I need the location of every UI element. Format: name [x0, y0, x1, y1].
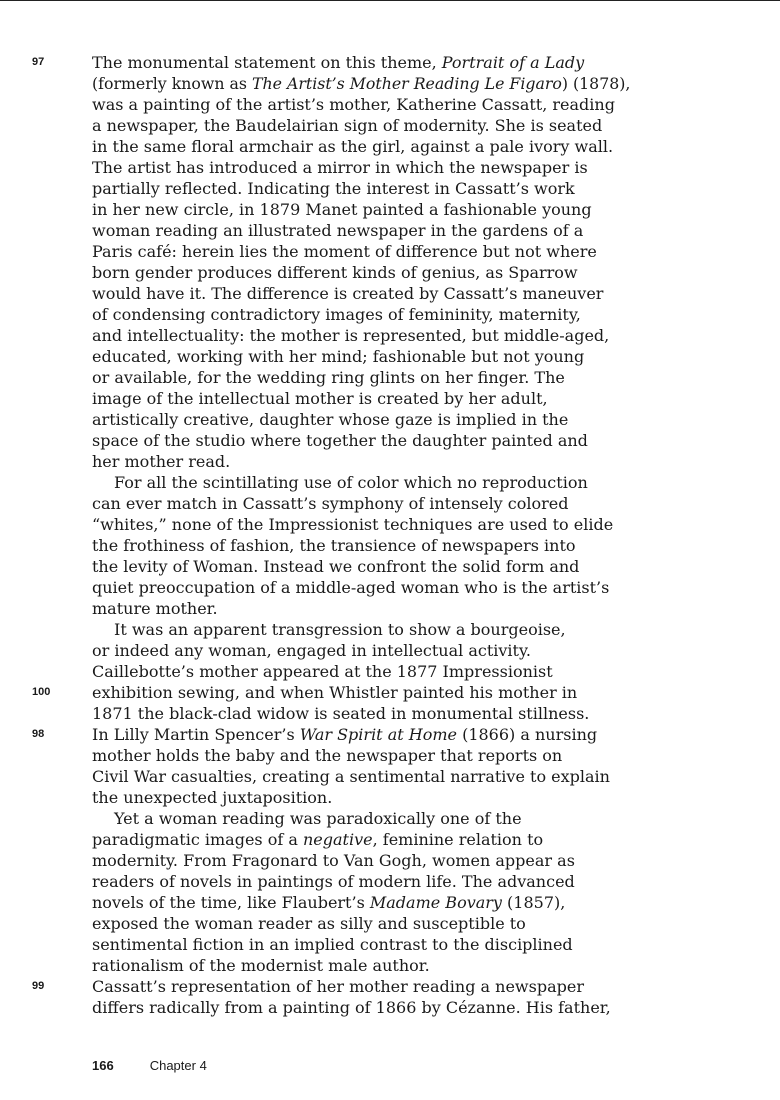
text-line [92, 388, 632, 409]
text-segment: modernity. From Fragonard to Van Gogh, women appear as [92, 851, 575, 870]
italic-title-text: War Spirit at Home [299, 725, 457, 744]
text-segment: the levity of Woman. Instead we confront the solid form and [92, 557, 580, 576]
text-line [92, 640, 632, 661]
text-segment: educated, working with her mind; fashionable but not young [92, 347, 585, 366]
text-segment: mature mother. [92, 599, 218, 618]
text-segment: artistically creative, daughter whose gaze is implied in the [92, 410, 569, 429]
text-segment: in her new circle, in 1879 Manet painted a fashionable young [92, 200, 592, 219]
text-line [92, 787, 632, 808]
text-segment: rationalism of the modernist male author. [92, 956, 430, 975]
top-rule [0, 0, 780, 1]
text-line [92, 73, 632, 94]
text-segment: readers of novels in paintings of modern life. The advanced [92, 872, 575, 891]
text-line [92, 556, 632, 577]
text-segment: It was an apparent transgression to show a bourgeoise, [114, 620, 566, 639]
text-segment: or available, for the wedding ring glints on her finger. The [92, 368, 565, 387]
text-segment: can ever match in Cassatt’s symphony of intensely colored [92, 494, 569, 513]
text-line [92, 262, 632, 283]
page-number: 166 [92, 1058, 114, 1073]
text-segment: Civil War casualties, creating a sentimental narrative to explain [92, 767, 610, 786]
text-line [92, 451, 632, 472]
figure-reference-number: 100 [32, 686, 51, 698]
text-segment: (1857), [501, 893, 566, 912]
text-segment: ) (1878), [561, 74, 631, 93]
text-segment: the frothiness of fashion, the transience of newspapers into [92, 536, 576, 555]
text-segment: quiet preoccupation of a middle-aged woman who is the artist’s [92, 578, 610, 597]
figure-reference-number: 97 [32, 56, 45, 68]
text-line [92, 115, 632, 136]
text-line [92, 892, 632, 913]
text-line [92, 346, 632, 367]
text-line [92, 598, 632, 619]
text-segment: (1866) a nursing [456, 725, 598, 744]
text-segment: Cassatt’s representation of her mother reading a newspaper [92, 977, 584, 996]
text-line [92, 430, 632, 451]
text-segment: novels of the time, like Flaubert’s [92, 893, 370, 912]
text-line [32, 724, 632, 745]
text-line [92, 94, 632, 115]
text-line [92, 220, 632, 241]
text-line [92, 157, 632, 178]
text-segment: would have it. The difference is created by Cassatt’s maneuver [92, 284, 604, 303]
text-line [92, 619, 632, 640]
text-line [92, 577, 632, 598]
text-line [92, 661, 632, 682]
text-line [92, 493, 632, 514]
text-segment: 1871 the black-clad widow is seated in monumental stillness. [92, 704, 590, 723]
text-line [92, 304, 632, 325]
text-line [92, 325, 632, 346]
text-segment: woman reading an illustrated newspaper in the gardens of a [92, 221, 584, 240]
italic-title-text: negative [302, 830, 373, 849]
text-segment: mother holds the baby and the newspaper that reports on [92, 746, 563, 765]
text-line [92, 199, 632, 220]
text-line [92, 136, 632, 157]
text-segment: the unexpected juxtaposition. [92, 788, 333, 807]
text-segment: image of the intellectual mother is created by her adult, [92, 389, 548, 408]
italic-title-text: Portrait of a Lady [441, 53, 585, 72]
text-line [92, 913, 632, 934]
text-segment: (formerly known as [92, 74, 252, 93]
text-line [92, 829, 632, 850]
text-segment: born gender produces different kinds of genius, as Sparrow [92, 263, 578, 282]
text-segment: of condensing contradictory images of femininity, maternity, [92, 305, 581, 324]
text-segment: The monumental statement on this theme, [92, 53, 442, 72]
text-segment: Paris café: herein lies the moment of difference but not where [92, 242, 597, 261]
page-footer [92, 1056, 207, 1076]
running-footer-chapter: Chapter 4 [149, 1058, 207, 1073]
text-line [92, 808, 632, 829]
body-text [32, 52, 632, 1018]
figure-reference-number: 98 [32, 728, 45, 740]
text-line [92, 472, 632, 493]
italic-title-text: Madame Bovary [369, 893, 502, 912]
text-segment: sentimental fiction in an implied contrast to the disciplined [92, 935, 573, 954]
text-segment: In Lilly Martin Spencer’s [92, 725, 300, 744]
text-line [92, 850, 632, 871]
text-line [92, 367, 632, 388]
text-line [32, 682, 632, 703]
text-segment: in the same floral armchair as the girl, against a pale ivory wall. [92, 137, 614, 156]
text-line [92, 997, 632, 1018]
text-segment: The artist has introduced a mirror in which the newspaper is [92, 158, 588, 177]
text-segment: , feminine relation to [372, 830, 544, 849]
text-segment: or indeed any woman, engaged in intellectual activity. [92, 641, 531, 660]
text-segment: differs radically from a painting of 1866 by Cézanne. His father, [92, 998, 611, 1017]
text-line [92, 283, 632, 304]
text-segment: was a painting of the artist’s mother, Katherine Cassatt, reading [92, 95, 615, 114]
figure-reference-number: 99 [32, 980, 45, 992]
text-segment: For all the scintillating use of color which no reproduction [114, 473, 588, 492]
text-line [92, 871, 632, 892]
text-line [92, 745, 632, 766]
text-segment: and intellectuality: the mother is represented, but middle-aged, [92, 326, 610, 345]
text-line [92, 514, 632, 535]
text-line [92, 178, 632, 199]
text-segment: exposed the woman reader as silly and susceptible to [92, 914, 526, 933]
italic-title-text: The Artist’s Mother Reading Le Figaro [252, 74, 562, 93]
text-line [92, 955, 632, 976]
text-segment: partially reflected. Indicating the interest in Cassatt’s work [92, 179, 575, 198]
text-segment: a newspaper, the Baudelairian sign of modernity. She is seated [92, 116, 603, 135]
text-segment: exhibition sewing, and when Whistler painted his mother in [92, 683, 578, 702]
text-segment: her mother read. [92, 452, 231, 471]
text-line [92, 241, 632, 262]
text-line [92, 535, 632, 556]
text-line [92, 934, 632, 955]
text-line [92, 703, 632, 724]
text-segment: Caillebotte’s mother appeared at the 1877 Impressionist [92, 662, 553, 681]
text-line [92, 409, 632, 430]
text-segment: Yet a woman reading was paradoxically one of the [114, 809, 522, 828]
text-segment: space of the studio where together the daughter painted and [92, 431, 588, 450]
text-line [92, 766, 632, 787]
text-segment: “whites,” none of the Impressionist techniques are used to elide [92, 515, 614, 534]
text-segment: paradigmatic images of a [92, 830, 303, 849]
text-line [32, 52, 632, 73]
text-line [32, 976, 632, 997]
